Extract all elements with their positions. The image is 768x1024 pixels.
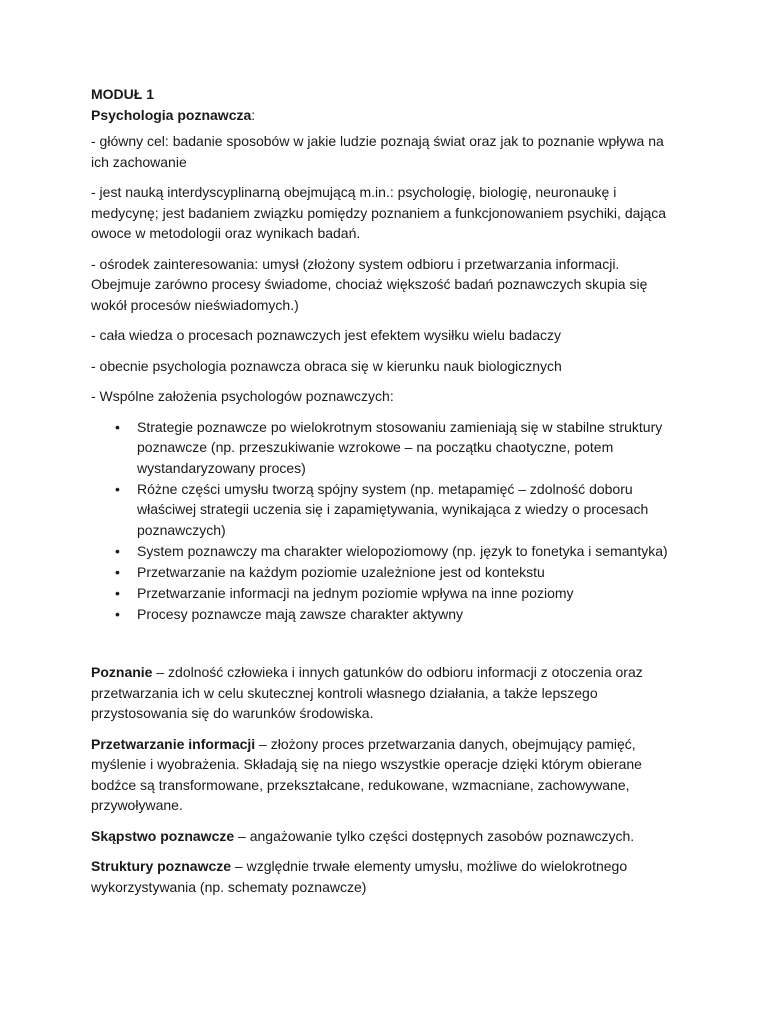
paragraph-focus: - ośrodek zainteresowania: umysł (złożony system odbioru i przetwarzania informacji. Obejmuje zarówno procesy świadome, chociaż większość badań poznawczych skupia się wokół procesów nieświadomych.) — [91, 255, 648, 313]
list-item — [115, 604, 678, 625]
list-item-text: Przetwarzanie informacji na jednym poziomie wpływa na inne poziomy — [137, 584, 574, 601]
bullet-icon: • — [115, 605, 120, 622]
paragraph-knowledge: - cała wiedza o procesach poznawczych jest efektem wysiłku wielu badaczy — [91, 327, 561, 343]
definition-poznanie — [91, 662, 678, 724]
subject-title-text: Psychologia poznawcza — [91, 106, 252, 123]
definition-skapstwo-poznawcze — [91, 826, 678, 847]
paragraph-interdisciplinary: - jest nauką interdyscyplinarną obejmującą m.in.: psychologię, biologię, neuronaukę i medycynę; jest badaniem związku pomiędzy poznaniem a funkcjonowaniem psychiki, dająca owoce w metodologii oraz wynikach badań. — [91, 184, 667, 241]
definition-text: – zdolność człowieka i innych gatunków do odbioru informacji z otoczenia oraz przetwarzania ich w celu skutecznej kontroli własnego działania, a także lepszego przystosowania się do warunków środowiska. — [91, 664, 643, 722]
definition-przetwarzanie-informacji — [91, 734, 678, 816]
list-item-text: Procesy poznawcze mają zawsze charakter aktywny — [137, 605, 464, 622]
definition-text: – względnie trwałe elementy umysłu, możliwe do wielokrotnego wykorzystywania (np. schematy poznawcze) — [91, 858, 628, 895]
definition-text: – złożony proces przetwarzania danych, obejmujący pamięć, myślenie i wyobrażenia. Składają się na niego wszystkie operacje dzięki którym obierane bodźce są transformowane, przekształcane, redukowane, wzmacniane, zachowywane, przywoływane. — [91, 735, 642, 814]
list-item — [115, 479, 678, 541]
list-item — [115, 583, 678, 604]
bullet-icon: • — [115, 563, 120, 580]
list-item — [115, 562, 678, 583]
paragraph-assumptions-intro: - Wspólne założenia psychologów poznawczych: — [91, 388, 394, 404]
bullet-icon: • — [115, 584, 120, 601]
definition-term: Przetwarzanie informacji — [91, 735, 256, 752]
assumptions-list — [91, 417, 678, 625]
bullet-icon: • — [115, 542, 120, 559]
list-item-text: Przetwarzanie na każdym poziomie uzależnione jest od kontekstu — [137, 563, 545, 580]
list-item-text: Różne części umysłu tworzą spójny system (np. metapamięć – zdolność doboru właściwej strategii uczenia się i zapamiętywania, wynikająca z wiedzy o procesach poznawczych) — [137, 480, 649, 538]
paragraph-goal: - główny cel: badanie sposobów w jakie ludzie poznają świat oraz jak to poznanie wpływa na ich zachowanie — [91, 133, 664, 170]
list-item-text: Strategie poznawcze po wielokrotnym stosowaniu zamieniają się w stabilne struktury poznawcze (np. przeszukiwanie wzrokowe – na początku chaotyczne, potem wystandaryzowany proces) — [137, 418, 663, 476]
list-item — [115, 417, 678, 479]
module-title: MODUŁ 1 — [91, 86, 154, 102]
definition-term: Struktury poznawcze — [91, 858, 232, 875]
bullet-icon: • — [115, 480, 120, 497]
bullet-icon: • — [115, 418, 120, 435]
definition-term: Skąpstwo poznawcze — [91, 827, 235, 844]
definition-struktury-poznawcze — [91, 856, 678, 897]
list-item-text: System poznawczy ma charakter wielopoziomowy (np. język to fonetyka i semantyka) — [137, 542, 668, 559]
definition-term: Poznanie — [91, 664, 153, 681]
definition-text: – angażowanie tylko części dostępnych zasobów poznawczych. — [234, 827, 635, 844]
section-spacer — [91, 625, 678, 662]
subject-title-colon: : — [251, 106, 256, 123]
list-item — [115, 541, 678, 562]
subject-title — [91, 105, 678, 126]
paragraph-direction: - obecnie psychologia poznawcza obraca się w kierunku nauk biologicznych — [91, 357, 562, 374]
